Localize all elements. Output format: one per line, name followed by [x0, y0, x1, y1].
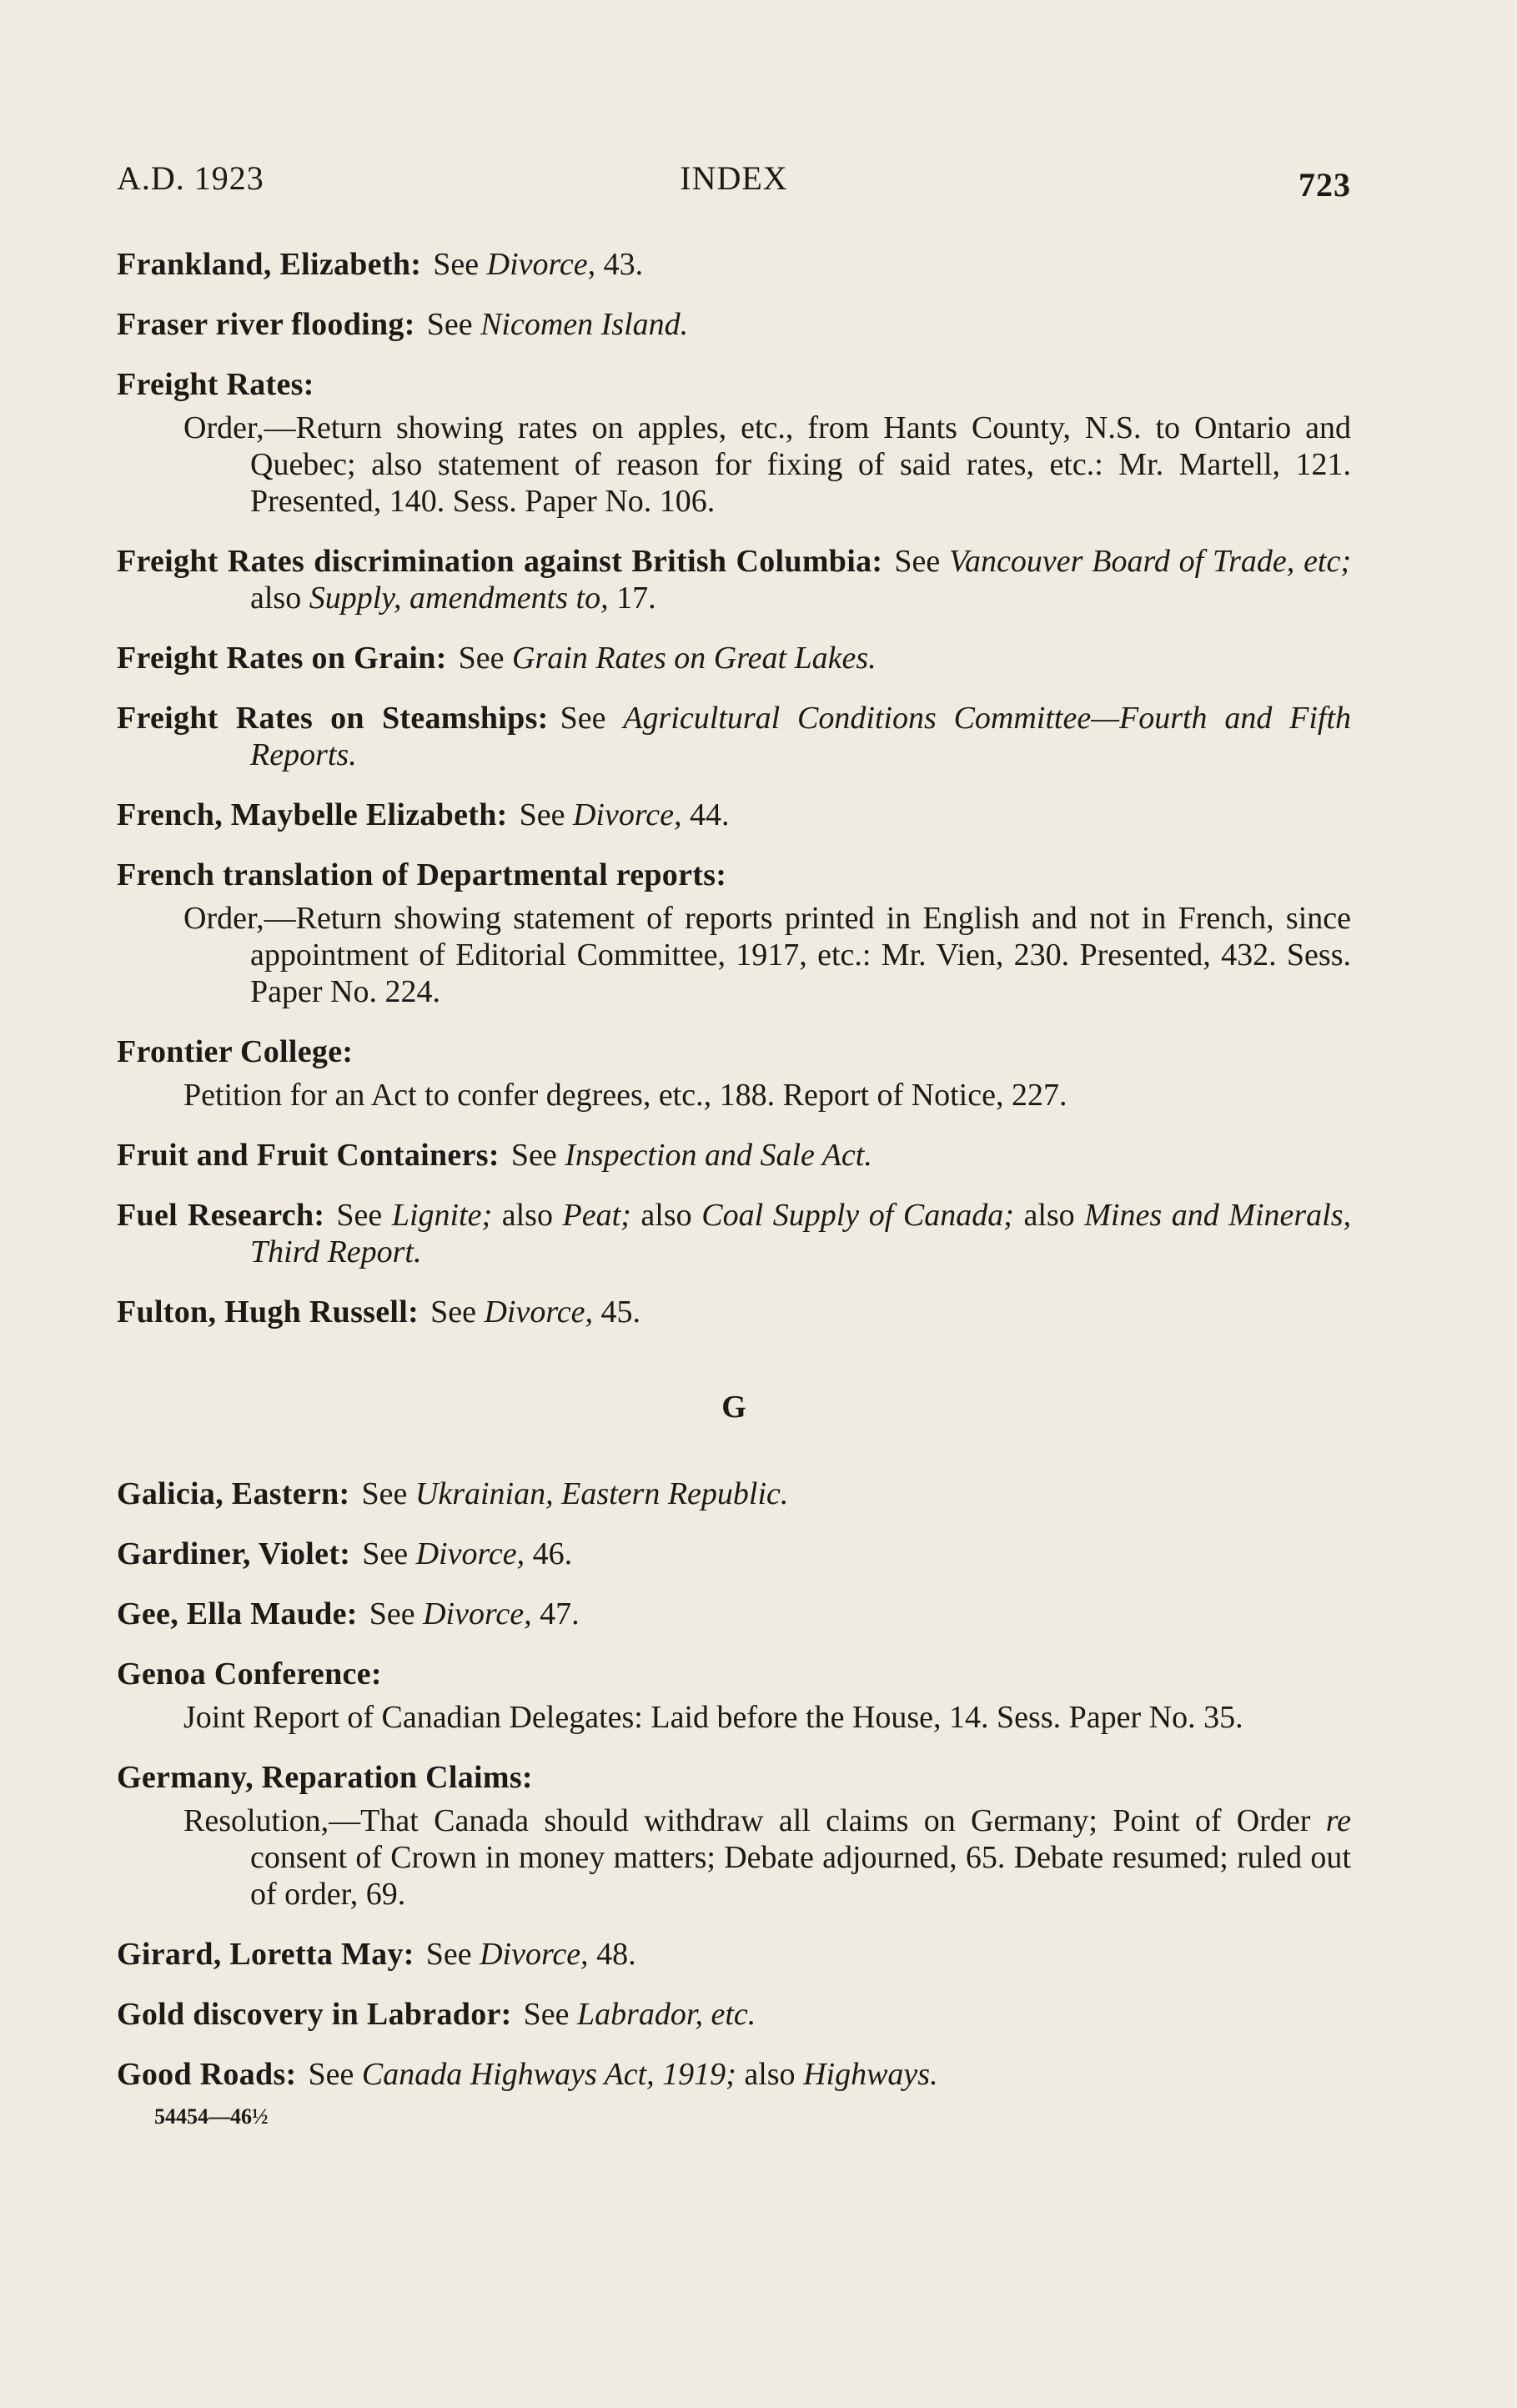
- cross-ref: Divorce,: [423, 1596, 532, 1631]
- entry-heading: Freight Rates:: [117, 367, 314, 402]
- entry-tail: 44.: [681, 797, 730, 832]
- page-number: 723: [1298, 166, 1351, 204]
- running-head: [117, 158, 1351, 209]
- cross-ref: Vancouver Board of Trade, etc;: [949, 544, 1352, 579]
- cross-ref: Divorce,: [415, 1536, 525, 1571]
- cross-ref: Canada Highways Act, 1919;: [361, 2057, 736, 2092]
- index-entry: [117, 1197, 1351, 1270]
- also-word: also: [630, 1198, 702, 1233]
- cross-ref: Mines and Minerals, Third Report.: [250, 1198, 1352, 1269]
- entry-heading: Fruit and Fruit Containers:: [117, 1138, 500, 1173]
- index-entry: [117, 1596, 1351, 1632]
- entry-heading: Gee, Ella Maude:: [117, 1596, 358, 1631]
- entry-heading: Frontier College:: [117, 1034, 354, 1069]
- index-entry: [117, 366, 1351, 520]
- entry-heading: Germany, Reparation Claims:: [117, 1760, 533, 1795]
- entry-tail: 46.: [525, 1536, 573, 1571]
- see-word: See: [510, 1138, 557, 1173]
- entry-tail: 17.: [608, 581, 656, 616]
- entry-heading: French, Maybelle Elizabeth:: [117, 797, 508, 832]
- index-entry: [117, 1475, 1351, 1512]
- year-label: A.D. 1923: [117, 159, 264, 197]
- see-word: See: [519, 797, 565, 832]
- see-word: See: [362, 1536, 409, 1571]
- also-word: also: [736, 2057, 804, 2092]
- subtext-part: consent of Crown in money matters; Debate adjourned, 65. Debate resumed; ruled out of order, 69.: [250, 1840, 1351, 1912]
- see-word: See: [433, 247, 480, 282]
- cross-ref: Divorce,: [572, 797, 682, 832]
- signature-code: 54454—46½: [154, 2104, 269, 2129]
- cross-ref: Divorce,: [480, 1937, 589, 1972]
- index-entry: [117, 1536, 1351, 1572]
- see-word: See: [361, 1476, 408, 1511]
- cross-ref: Divorce,: [484, 1294, 593, 1330]
- section-letter: G: [721, 1390, 746, 1425]
- entry-tail: 48.: [588, 1937, 636, 1972]
- entry-heading: Freight Rates on Grain:: [117, 641, 447, 676]
- index-entry: [117, 2056, 1351, 2093]
- see-word: See: [523, 1997, 570, 2032]
- cross-ref: Highways.: [803, 2057, 938, 2092]
- entry-subtext: Order,—Return showing statement of reports printed in English and not in French, since appointment of Editorial Committee, 1917, etc.: Mr. Vien, 230. Presented, 432. Sess. Paper No. 224.: [183, 901, 1351, 1009]
- entry-subtext: Joint Report of Canadian Delegates: Laid before the House, 14. Sess. Paper No. 35.: [183, 1700, 1243, 1735]
- entry-heading: Galicia, Eastern:: [117, 1476, 350, 1511]
- index-entry: [117, 1759, 1351, 1913]
- entry-tail: 43.: [595, 247, 644, 282]
- index-page: [117, 158, 1351, 2129]
- entry-heading: Gold discovery in Labrador:: [117, 1997, 512, 2032]
- see-word: See: [426, 307, 473, 342]
- entries-f: [117, 246, 1351, 1330]
- entry-heading: Freight Rates discrimination against British Columbia:: [117, 544, 883, 579]
- see-word: See: [336, 1198, 383, 1233]
- entry-heading: Genoa Conference:: [117, 1656, 382, 1692]
- subtext-italic: re: [1325, 1803, 1351, 1838]
- entry-heading: Freight Rates on Steamships:: [117, 701, 549, 736]
- also-word: also: [1013, 1198, 1085, 1233]
- index-entry: [117, 857, 1351, 1010]
- index-entry: [117, 1294, 1351, 1330]
- index-entry: [117, 1137, 1351, 1174]
- index-entry: [117, 1656, 1351, 1736]
- see-word: See: [894, 544, 941, 579]
- index-entry: [117, 306, 1351, 343]
- index-entry: [117, 246, 1351, 283]
- entry-heading: Girard, Loretta May:: [117, 1937, 414, 1972]
- entry-tail: 47.: [531, 1596, 580, 1631]
- see-word: See: [430, 1294, 476, 1330]
- entry-subtext: [117, 1802, 1351, 1913]
- index-entry: [117, 797, 1351, 833]
- entry-subtext: Petition for an Act to confer degrees, etc., 188. Report of Notice, 227.: [183, 1078, 1067, 1113]
- cross-ref: Labrador, etc.: [577, 1997, 756, 2032]
- cross-ref: Lignite;: [391, 1198, 493, 1233]
- see-word: See: [560, 701, 606, 736]
- cross-ref: Agricultural Conditions Committee—Fourth and Fifth Reports.: [250, 701, 1352, 772]
- subtext-part: Resolution,—That Canada should withdraw all claims on Germany; Point of Order: [183, 1803, 1326, 1838]
- index-entry: [117, 640, 1351, 676]
- index-title: INDEX: [680, 159, 788, 197]
- cross-ref: Inspection and Sale Act.: [565, 1138, 872, 1173]
- also-word: also: [250, 581, 309, 616]
- cross-ref: Coal Supply of Canada;: [701, 1198, 1014, 1233]
- index-entry: [117, 543, 1351, 616]
- entry-subtext: Order,—Return showing rates on apples, etc., from Hants County, N.S. to Ontario and Quebec; also statement of reason for fixing of said rates, etc.: Mr. Martell, 121. Presented, 140. Sess. Paper No. 106.: [183, 410, 1351, 519]
- entry-tail: 45.: [592, 1294, 640, 1330]
- entry-heading: Fraser river flooding:: [117, 307, 415, 342]
- index-entry: [117, 1936, 1351, 1973]
- index-entry: [117, 700, 1351, 773]
- entries-g: [117, 1475, 1351, 2093]
- cross-ref: Ukrainian, Eastern Republic.: [414, 1476, 789, 1511]
- index-entry: [117, 1996, 1351, 2033]
- cross-ref: Divorce,: [486, 247, 596, 282]
- see-word: See: [308, 2057, 354, 2092]
- entry-heading: French translation of Departmental reports:: [117, 857, 727, 892]
- cross-ref: Nicomen Island.: [480, 307, 689, 342]
- see-word: See: [425, 1937, 472, 1972]
- index-entry: [117, 1033, 1351, 1114]
- also-word: also: [492, 1198, 563, 1233]
- entry-heading: Fulton, Hugh Russell:: [117, 1294, 419, 1330]
- see-word: See: [458, 641, 505, 676]
- entry-heading: Good Roads:: [117, 2057, 297, 2092]
- cross-ref: Peat;: [562, 1198, 631, 1233]
- entry-heading: Frankland, Elizabeth:: [117, 247, 422, 282]
- see-word: See: [369, 1596, 415, 1631]
- entry-heading: Fuel Research:: [117, 1198, 325, 1233]
- cross-ref: Grain Rates on Great Lakes.: [512, 641, 877, 676]
- entry-heading: Gardiner, Violet:: [117, 1536, 351, 1571]
- cross-ref: Supply, amendments to,: [309, 581, 609, 616]
